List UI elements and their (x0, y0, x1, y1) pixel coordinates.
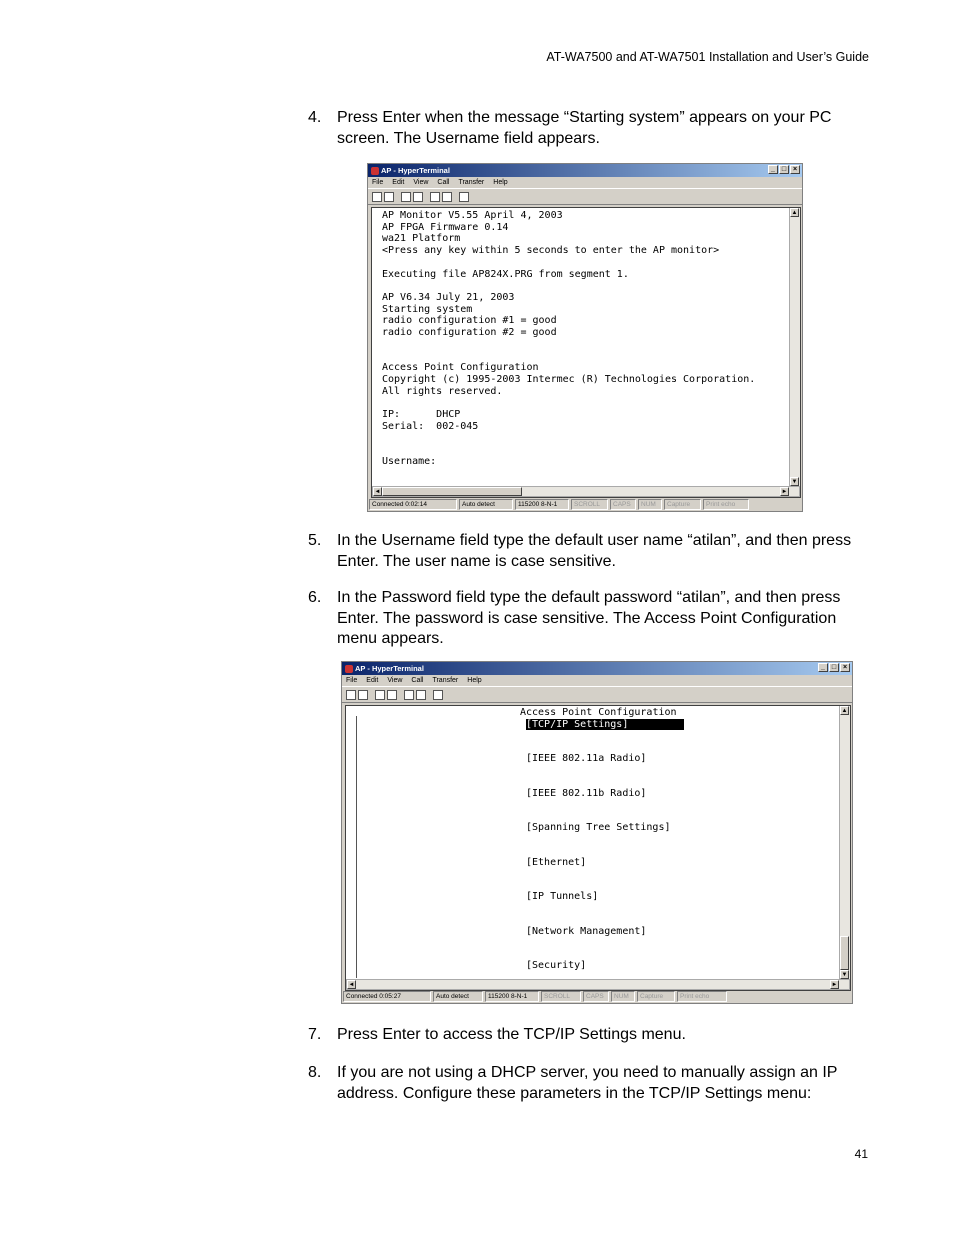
menu-item[interactable]: [Security] (526, 960, 587, 971)
properties-icon[interactable] (459, 192, 469, 202)
step-5 (308, 531, 878, 572)
menu-call[interactable]: Call (437, 179, 450, 186)
menu-item[interactable]: [Ethernet] (526, 856, 587, 868)
properties-icon[interactable] (433, 690, 443, 700)
status-num: NUM (638, 499, 662, 510)
send-icon[interactable] (430, 192, 440, 202)
hyperterminal-window-1 (367, 163, 803, 512)
step-6 (308, 588, 878, 650)
status-connected: Connected 0:02:14 (369, 499, 457, 510)
menu-item[interactable]: [Network Management] (526, 925, 647, 937)
menu-item[interactable]: [IEEE 802.11b Radio] (526, 787, 647, 799)
receive-icon[interactable] (416, 690, 426, 700)
menu-file[interactable]: File (346, 677, 358, 684)
menu-item[interactable]: [IEEE 802.11a Radio] (526, 753, 647, 764)
config-menu (520, 707, 684, 991)
toolbar (342, 686, 852, 703)
send-icon[interactable] (404, 690, 414, 700)
step-text: Press Enter when the message “Starting system” appears on your PC screen. The Username field appears. (337, 109, 832, 147)
scroll-thumb[interactable] (382, 487, 522, 496)
status-capture: Capture (637, 991, 675, 1002)
call-icon[interactable] (375, 690, 385, 700)
menu-transfer[interactable]: Transfer (458, 179, 485, 186)
disconnect-icon[interactable] (387, 690, 397, 700)
status-echo: Print echo (703, 499, 749, 510)
step-number: 6. (308, 589, 322, 606)
status-num: NUM (611, 991, 635, 1002)
vertical-scrollbar[interactable] (839, 706, 850, 979)
step-text: In the Password field type the default password “atilan”, and then press Enter. The password is case sensitive. The Access Point Configuration menu appears. (337, 589, 841, 647)
scroll-right-arrow-icon[interactable]: ► (781, 489, 788, 495)
menu-call[interactable]: Call (411, 677, 424, 684)
status-detect: Auto detect (433, 991, 483, 1002)
new-connection-icon[interactable] (346, 690, 356, 700)
status-capture: Capture (664, 499, 701, 510)
menu-item[interactable]: [Spanning Tree Settings] (526, 822, 671, 833)
close-button[interactable]: × (790, 165, 800, 174)
scroll-down-arrow-icon[interactable]: ▼ (791, 479, 798, 485)
menu-help[interactable]: Help (467, 677, 482, 684)
status-detect: Auto detect (459, 499, 513, 510)
status-echo: Print echo (677, 991, 727, 1002)
status-connected: Connected 0:05:27 (343, 991, 431, 1002)
step-number: 7. (308, 1026, 322, 1043)
menu-bar (342, 675, 852, 686)
step-4 (308, 108, 878, 149)
hyperterminal-icon (371, 167, 379, 175)
status-scroll: SCROLL (541, 991, 581, 1002)
menu-title: Access Point Configuration (520, 707, 677, 718)
status-port: 115200 8-N-1 (485, 991, 539, 1002)
open-icon[interactable] (358, 690, 368, 700)
status-scroll: SCROLL (571, 499, 608, 510)
scroll-right-arrow-icon[interactable]: ► (831, 982, 838, 988)
toolbar (368, 188, 802, 205)
window-title: AP - HyperTerminal (381, 166, 450, 175)
menu-help[interactable]: Help (493, 179, 508, 186)
page-number: 41 (854, 1147, 868, 1161)
minimize-button[interactable]: _ (768, 165, 778, 174)
vertical-scrollbar[interactable] (789, 208, 800, 486)
terminal-screen[interactable] (345, 705, 851, 991)
step-number: 4. (308, 109, 322, 126)
scroll-left-arrow-icon[interactable]: ◄ (348, 982, 355, 988)
horizontal-scrollbar[interactable] (346, 979, 850, 990)
step-number: 8. (308, 1064, 322, 1081)
menu-edit[interactable]: Edit (366, 677, 379, 684)
scroll-left-arrow-icon[interactable]: ◄ (374, 489, 381, 495)
menu-transfer[interactable]: Transfer (432, 677, 459, 684)
menu-item-selected[interactable]: [TCP/IP Settings] (526, 719, 684, 731)
new-connection-icon[interactable] (372, 192, 382, 202)
terminal-output: AP Monitor V5.55 April 4, 2003 AP FPGA Firmware 0.14 wa21 Platform <Press any key within 5 seconds to enter the AP monitor> Executing file AP824X.PRG from segment 1. AP V6.34 July 21, 2003 Starting system radio configuration #1 = good radio configuration #2 = good Access Point Configuration Copyright (c) 1995-2003 Intermec (R) Technologies Corporation. All rights reserved. IP: DHCP Serial: 002-045 Username: (382, 210, 756, 467)
vertical-scroll-thumb[interactable] (840, 936, 849, 970)
hyperterminal-window-2 (341, 661, 853, 1004)
disconnect-icon[interactable] (413, 192, 423, 202)
status-bar (369, 499, 801, 510)
step-text: In the Username field type the default user name “atilan”, and then press Enter. The user name is case sensitive. (337, 532, 852, 570)
receive-icon[interactable] (442, 192, 452, 202)
running-header: AT-WA7500 and AT-WA7501 Installation and User’s Guide (546, 50, 869, 64)
title-bar (368, 164, 802, 177)
terminal-screen[interactable] (371, 207, 801, 498)
step-text: If you are not using a DHCP server, you need to manually assign an IP address. Configure these parameters in the TCP/IP Settings menu: (337, 1064, 838, 1102)
horizontal-scrollbar[interactable] (372, 486, 800, 497)
scroll-down-arrow-icon[interactable]: ▼ (841, 972, 848, 978)
menu-view[interactable]: View (413, 179, 429, 186)
step-8 (308, 1063, 878, 1104)
menu-view[interactable]: View (387, 677, 403, 684)
minimize-button[interactable]: _ (818, 663, 828, 672)
menu-file[interactable]: File (372, 179, 384, 186)
hyperterminal-icon (345, 665, 353, 673)
menu-bar (368, 177, 802, 188)
status-bar (343, 991, 851, 1002)
scroll-up-arrow-icon[interactable]: ▲ (841, 708, 848, 714)
step-7 (308, 1025, 878, 1046)
maximize-button[interactable]: □ (779, 165, 789, 174)
status-caps: CAPS (583, 991, 609, 1002)
title-bar (342, 662, 852, 675)
menu-edit[interactable]: Edit (392, 179, 405, 186)
call-icon[interactable] (401, 192, 411, 202)
status-caps: CAPS (610, 499, 636, 510)
maximize-button[interactable]: □ (829, 663, 839, 672)
close-button[interactable]: × (840, 663, 850, 672)
status-port: 115200 8-N-1 (515, 499, 569, 510)
menu-item[interactable]: [IP Tunnels] (526, 891, 599, 902)
terminal-left-border (356, 716, 357, 978)
step-text: Press Enter to access the TCP/IP Settings menu. (337, 1026, 686, 1043)
scroll-up-arrow-icon[interactable]: ▲ (791, 210, 798, 216)
window-title: AP - HyperTerminal (355, 664, 424, 673)
open-icon[interactable] (384, 192, 394, 202)
step-number: 5. (308, 532, 322, 549)
